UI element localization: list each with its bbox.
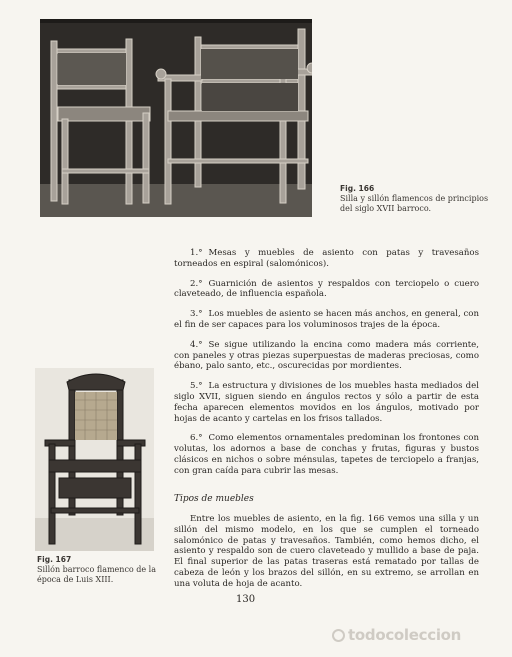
list-item xyxy=(174,381,479,424)
list-item xyxy=(174,309,479,331)
list-item-number: 4.° xyxy=(190,339,203,350)
list-item xyxy=(174,433,479,476)
list-item xyxy=(174,248,479,270)
list-item-number: 3.° xyxy=(190,309,203,320)
body-paragraph-text: Entre los muebles de asiento, en la fig. 166 vemos una silla y un sillón del mismo modelo, en los que se cumplen el torneado salomónico de patas y travesaños. También, como hemos dicho, el asiento y respaldo son de cuero claveteado y mullido a base de paja. El final superior de las patas traseras está rematado por tallas de cabeza de león y los brazos del sillón, en su extremo, se arrollan en una voluta de hoja de acanto. xyxy=(174,514,479,589)
body-paragraph xyxy=(174,514,479,590)
watermark xyxy=(332,626,461,644)
list-item-number: 1.° xyxy=(190,248,203,258)
list-item-text: Mesas y muebles de asiento con patas y travesaños torneados en espiral (salomónicos). xyxy=(174,248,479,269)
watermark-logo-icon xyxy=(332,629,345,642)
figure-166-photo xyxy=(40,19,312,217)
list-item xyxy=(174,340,479,372)
watermark-text: todocoleccion xyxy=(348,626,462,644)
list-item-number: 6.° xyxy=(190,433,203,444)
list-item-text: Se sigue utilizando la encina como madera más corriente, con paneles y otras piezas superpuestas de maderas preciosas, como ébano, palo santo, etc., oscurecidas por mordientes. xyxy=(174,339,479,372)
page-number: 130 xyxy=(236,594,256,605)
section-heading: Tipos de muebles xyxy=(174,494,254,504)
figure-167-photo xyxy=(35,368,154,551)
characteristics-list xyxy=(174,248,479,486)
figure-166-caption xyxy=(340,184,490,214)
figure-167-caption-text: Sillón barroco flamenco de la época de Luis XIII. xyxy=(37,565,157,584)
figure-167-caption xyxy=(37,555,162,585)
list-item xyxy=(174,279,479,301)
figure-166-caption-text: Silla y sillón flamencos de principios del siglo XVII barroco. xyxy=(340,194,489,213)
list-item-text: Como elementos ornamentales predominan los frontones con volutas, los adornos a base de conchas y frutas, figuras y bustos clásicos en nichos o sobre ménsulas, tapetes de terciopelo a franjas, con gran caída para cubrir las mesas. xyxy=(174,433,479,476)
list-item-text: Guarnición de asientos y respaldos con terciopelo o cuero claveteado, de influencia española. xyxy=(174,278,479,300)
figure-167-label: Fig. 167 xyxy=(37,555,72,564)
list-item-text: La estructura y divisiones de los muebles hasta mediados del siglo XVII, siguen siendo en ángulos rectos y sólo a partir de esta fecha aparecen elementos movidos en los ángulos, motivado por hojas de acanto y cartelas en los frisos tallados. xyxy=(174,381,479,424)
list-item-number: 5.° xyxy=(190,381,203,392)
list-item-text: Los muebles de asiento se hacen más anchos, en general, con el fin de ser capaces para los voluminosos trajes de la época. xyxy=(174,309,479,330)
figure-166-label: Fig. 166 xyxy=(340,184,375,193)
list-item-number: 2.° xyxy=(190,278,203,289)
